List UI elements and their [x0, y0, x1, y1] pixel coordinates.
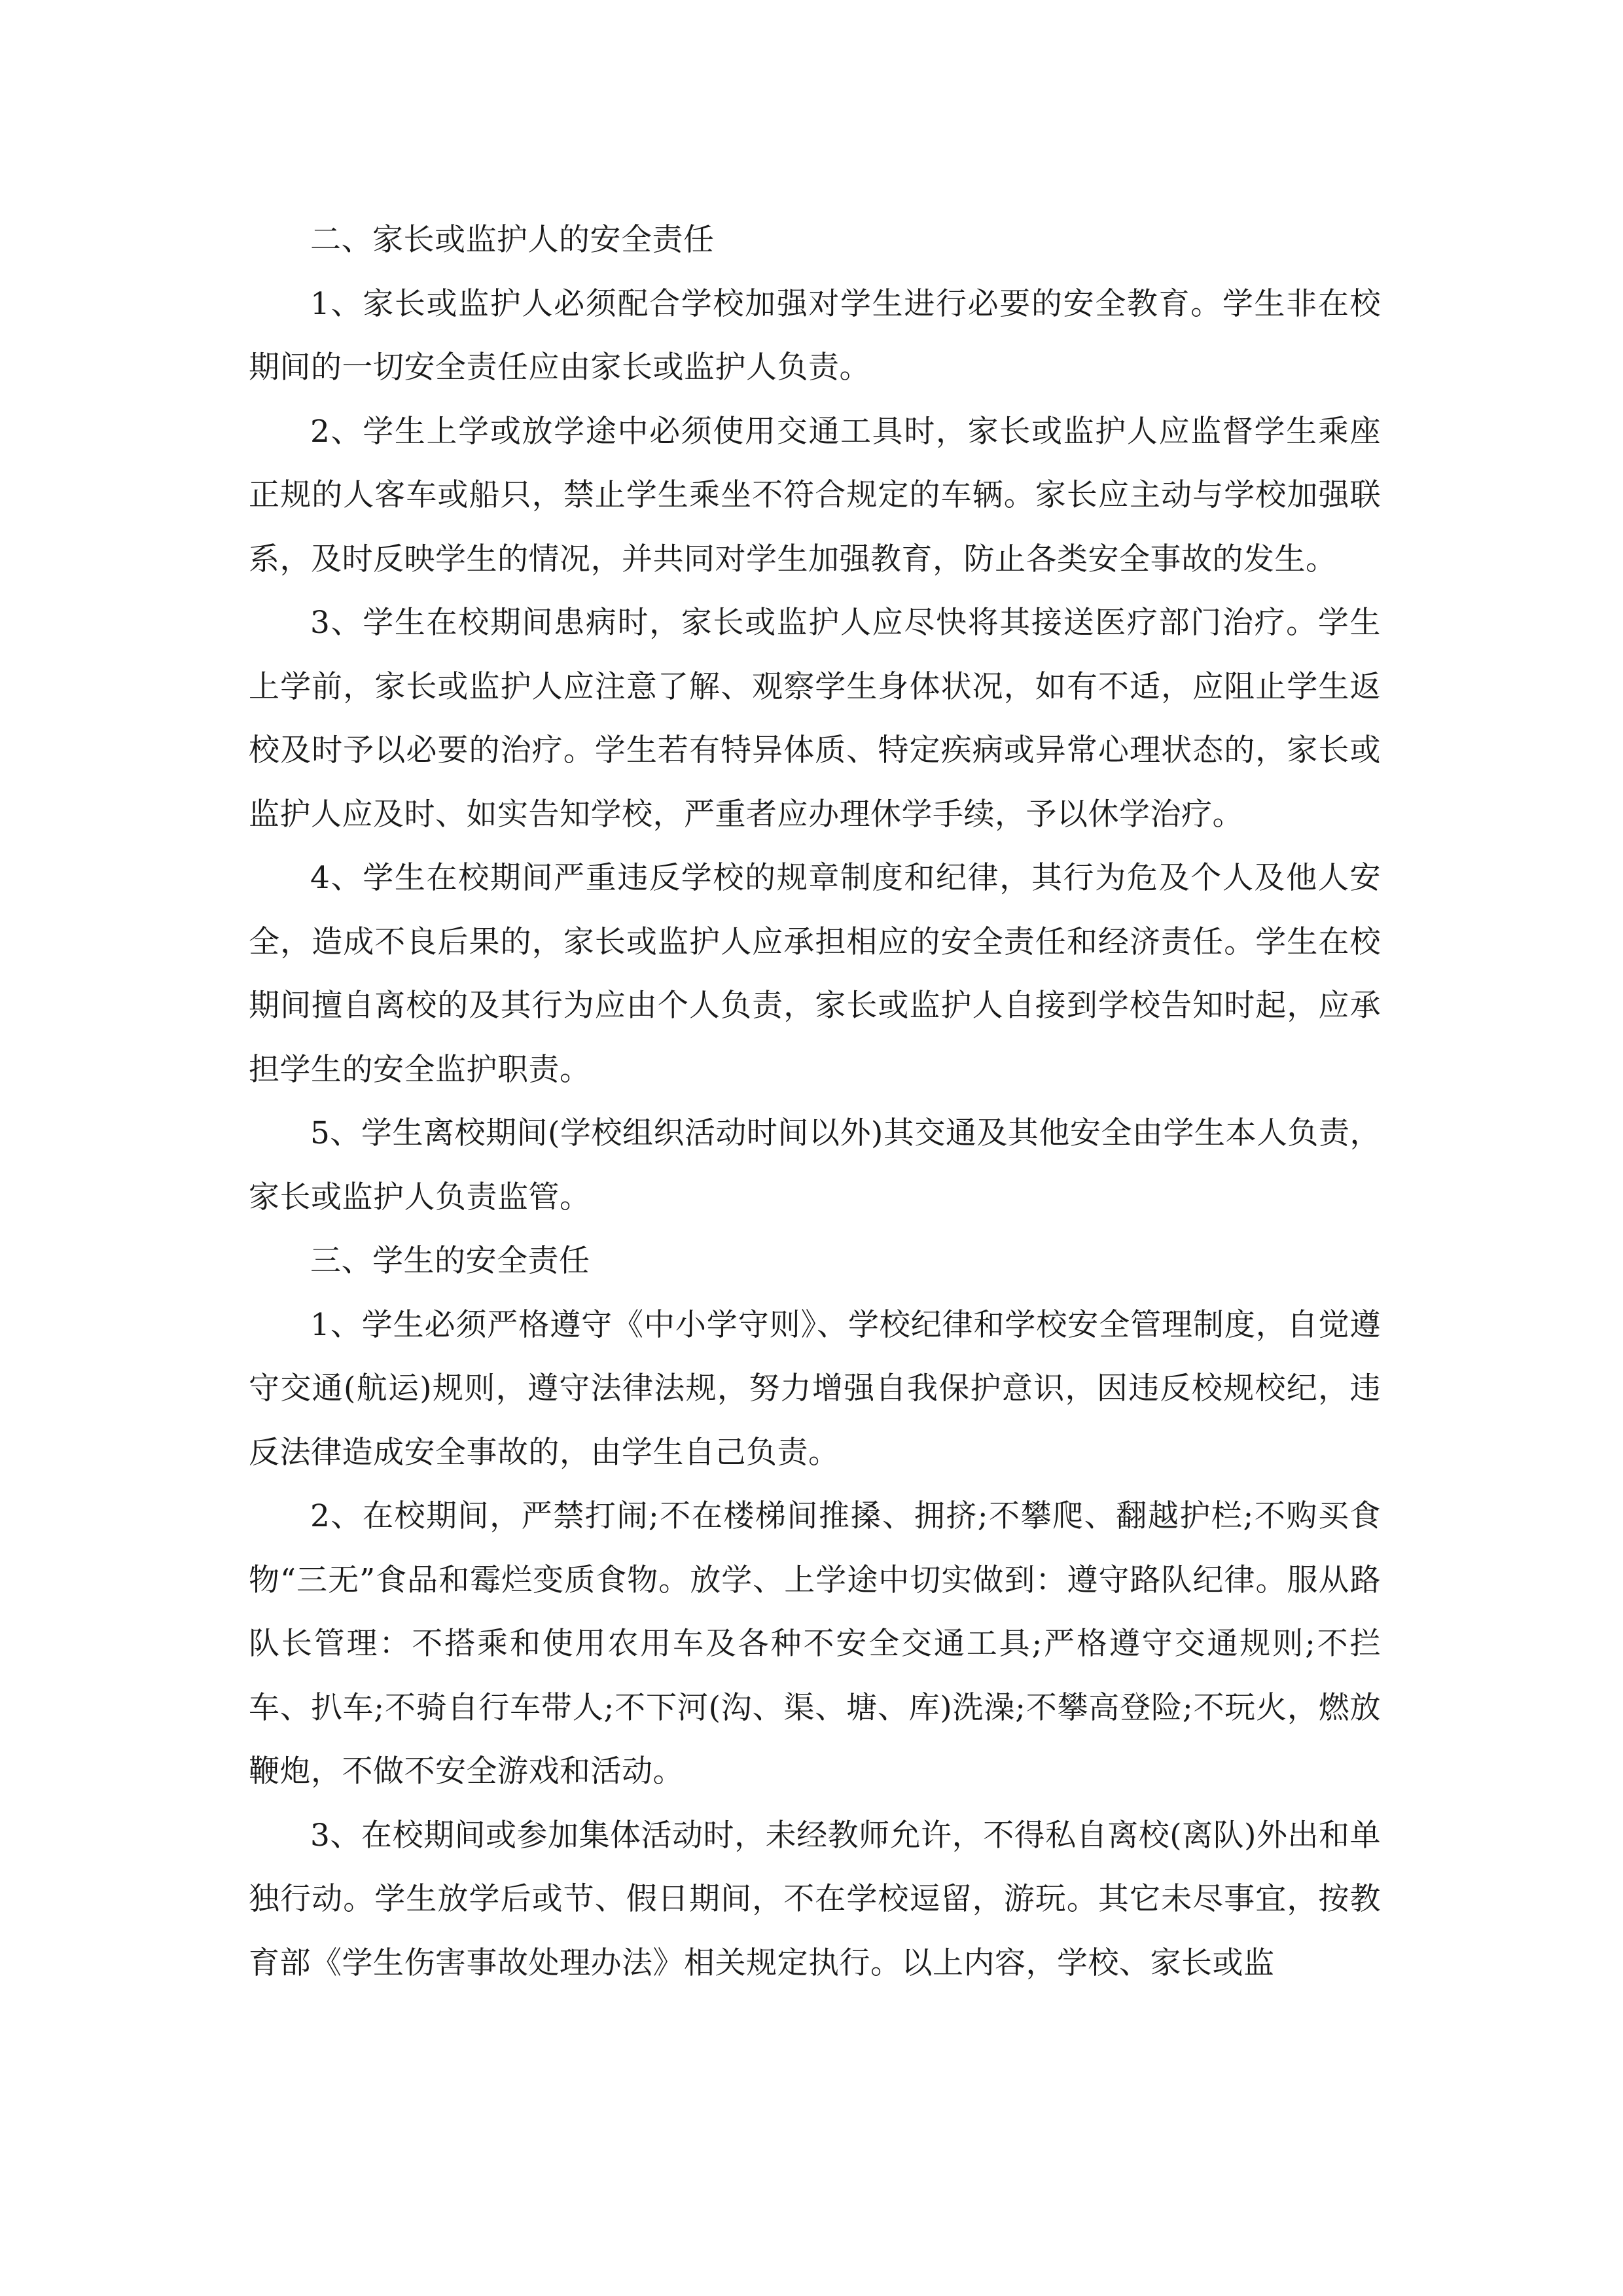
- paragraph-parent-item-5: 5、学生离校期间(学校组织活动时间以外)其交通及其他安全由学生本人负责，家长或监护人负责监管。: [249, 1115, 1381, 1215]
- paragraph-student-item-2: 2、在校期间，严禁打闹;不在楼梯间推搡、拥挤;不攀爬、翻越护栏;不购买食物“三无”食品和霉烂变质食物。放学、上学途中切实做到：遵守路队纪律。服从路队长管理：不搭乘和使用农用车及各种不安全交通工具;严格遵守交通规则;不拦车、扒车;不骑自行车带人;不下河(沟、渠、塘、库)洗澡;不攀高登险;不玩火，燃放鞭炮，不做不安全游戏和活动。: [249, 1498, 1381, 1789]
- paragraph-student-item-1: 1、学生必须严格遵守《中小学守则》、学校纪律和学校安全管理制度，自觉遵守交通(航运)规则，遵守法律法规，努力增强自我保护意识，因违反校规校纪，违反法律造成安全事故的，由学生自己负责。: [249, 1306, 1381, 1471]
- paragraph-student-item-3: 3、在校期间或参加集体活动时，未经教师允许，不得私自离校(离队)外出和单独行动。学生放学后或节、假日期间，不在学校逗留，游玩。其它未尽事宜，按教育部《学生伤害事故处理办法》相关规定执行。以上内容，学校、家长或监: [249, 1817, 1381, 1981]
- section-heading-student-responsibility: 三、学生的安全责任: [310, 1243, 590, 1279]
- section-heading-parent-responsibility: 二、家长或监护人的安全责任: [310, 222, 715, 258]
- paragraph-parent-item-3: 3、学生在校期间患病时，家长或监护人应尽快将其接送医疗部门治疗。学生上学前，家长或监护人应注意了解、观察学生身体状况，如有不适，应阻止学生返校及时予以必要的治疗。学生若有特异体质、特定疾病或异常心理状态的，家长或监护人应及时、如实告知学校，严重者应办理休学手续，予以休学治疗。: [249, 605, 1381, 833]
- paragraph-parent-item-4: 4、学生在校期间严重违反学校的规章制度和纪律，其行为危及个人及他人安全，造成不良后果的，家长或监护人应承担相应的安全责任和经济责任。学生在校期间擅自离校的及其行为应由个人负责，家长或监护人自接到学校告知时起，应承担学生的安全监护职责。: [249, 860, 1381, 1088]
- document-page: [249, 208, 1381, 1995]
- paragraph-parent-item-1: 1、家长或监护人必须配合学校加强对学生进行必要的安全教育。学生非在校期间的一切安全责任应由家长或监护人负责。: [249, 285, 1381, 386]
- paragraph-parent-item-2: 2、学生上学或放学途中必须使用交通工具时，家长或监护人应监督学生乘座正规的人客车或船只，禁止学生乘坐不符合规定的车辆。家长应主动与学校加强联系，及时反映学生的情况，并共同对学生加强教育，防止各类安全事故的发生。: [249, 413, 1381, 577]
